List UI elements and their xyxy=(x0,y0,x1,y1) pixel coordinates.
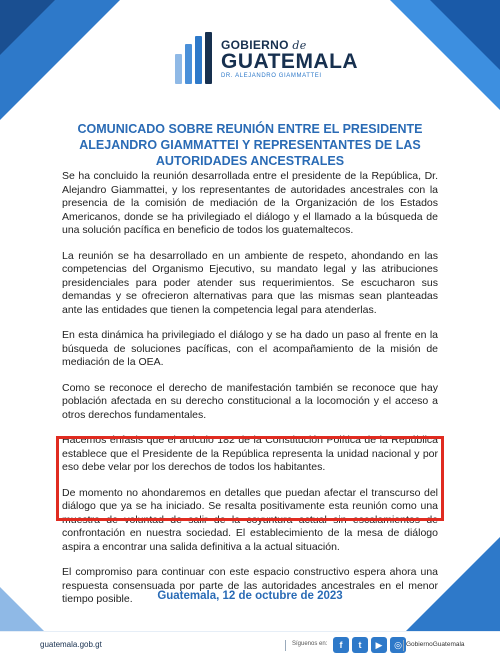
paragraph-6: De momento no ahondaremos en detalles que puedan afectar el transcurso del diálogo que ya se ha iniciado. Se resalta positivamente esta reunión como una muestra de voluntad de salir de la coyuntura actual sin escalamientos de confrontación en nuestra sociedad. El establecimiento de la mesa de diálogo aspira a encontrar una salida definitiva a la actual situación. xyxy=(62,486,438,553)
government-logo xyxy=(175,32,359,84)
paragraph-7: El compromiso para continuar con este espacio constructivo espera ahora una respuesta consensuada por parte de las autoridades ancestrales en el menor tiempo posible. xyxy=(62,566,438,605)
top-right-decoration-dark xyxy=(430,0,500,70)
paragraph-2: La reunión se ha desarrollado en un ambiente de respeto, ahondando en las competencias del Organismo Ejecutivo, su mandato legal y las atribuciones presidenciales para poder atender sus requerimientos. Se escucharon sus demandas y se ofrecieron alternativas para que las mismas sean planteadas ante las entidades que tienen la competencia legal para atenderlas. xyxy=(62,249,438,316)
document-date: Guatemala, 12 de octubre de 2023 xyxy=(157,590,343,602)
follow-label: Síguenos en: xyxy=(292,641,328,647)
top-left-decoration-dark xyxy=(0,0,55,55)
website-link[interactable]: guatemala.gob.gt xyxy=(40,640,102,649)
paragraph-5: Hacemos énfasis que el artículo 182 de la Constitución Política de la República establece que el Presidente de la República representa la unidad nacional y por eso debe velar por los derechos de todos los habitantes. xyxy=(62,434,438,473)
facebook-icon[interactable]: f xyxy=(333,637,349,653)
footer-divider xyxy=(285,640,286,651)
social-icons xyxy=(333,637,406,653)
instagram-icon[interactable]: ◎ xyxy=(390,637,406,653)
logo-bars-icon xyxy=(175,32,215,84)
logo-line-1: GOBIERNO de xyxy=(221,38,307,52)
twitter-icon[interactable]: t xyxy=(352,637,368,653)
paragraph-4: Como se reconoce el derecho de manifestación también se reconoce que hay población afectada en su derecho constitucional a la locomoción y el acceso a otros derechos fundamentales. xyxy=(62,381,438,421)
youtube-icon[interactable]: ▶ xyxy=(371,637,387,653)
footer-divider xyxy=(403,640,404,651)
logo-line-3: DR. ALEJANDRO GIAMMATTEI xyxy=(221,73,322,79)
document-title: COMUNICADO SOBRE REUNIÓN ENTRE EL PRESIDENTE ALEJANDRO GIAMMATTEI Y REPRESENTANTES DE LAS AUTORIDADES ANCESTRALES xyxy=(77,122,423,168)
social-handle[interactable]: GobiernoGuatemala xyxy=(406,641,465,648)
logo-line-2: GUATEMALA xyxy=(221,50,359,73)
paragraph-3: En esta dinámica ha privilegiado el diálogo y se ha dado un paso al frente en la búsqueda de soluciones pacíficas, con el acompañamiento de la misión de mediación de la OEA. xyxy=(62,329,438,368)
document-body xyxy=(62,170,438,619)
paragraph-1: Se ha concluido la reunión desarrollada entre el presidente de la República, Dr. Alejandro Giammattei, y los representantes de autoridades ancestrales con la presencia de la comisión de mediación de la Organización de los Estados Americanos, donde se ha privilegiado el diálogo y el llamado a la búsqueda de una solución pacífica en beneficio de todos los guatemaltecos. xyxy=(62,170,438,236)
footer xyxy=(0,631,500,660)
